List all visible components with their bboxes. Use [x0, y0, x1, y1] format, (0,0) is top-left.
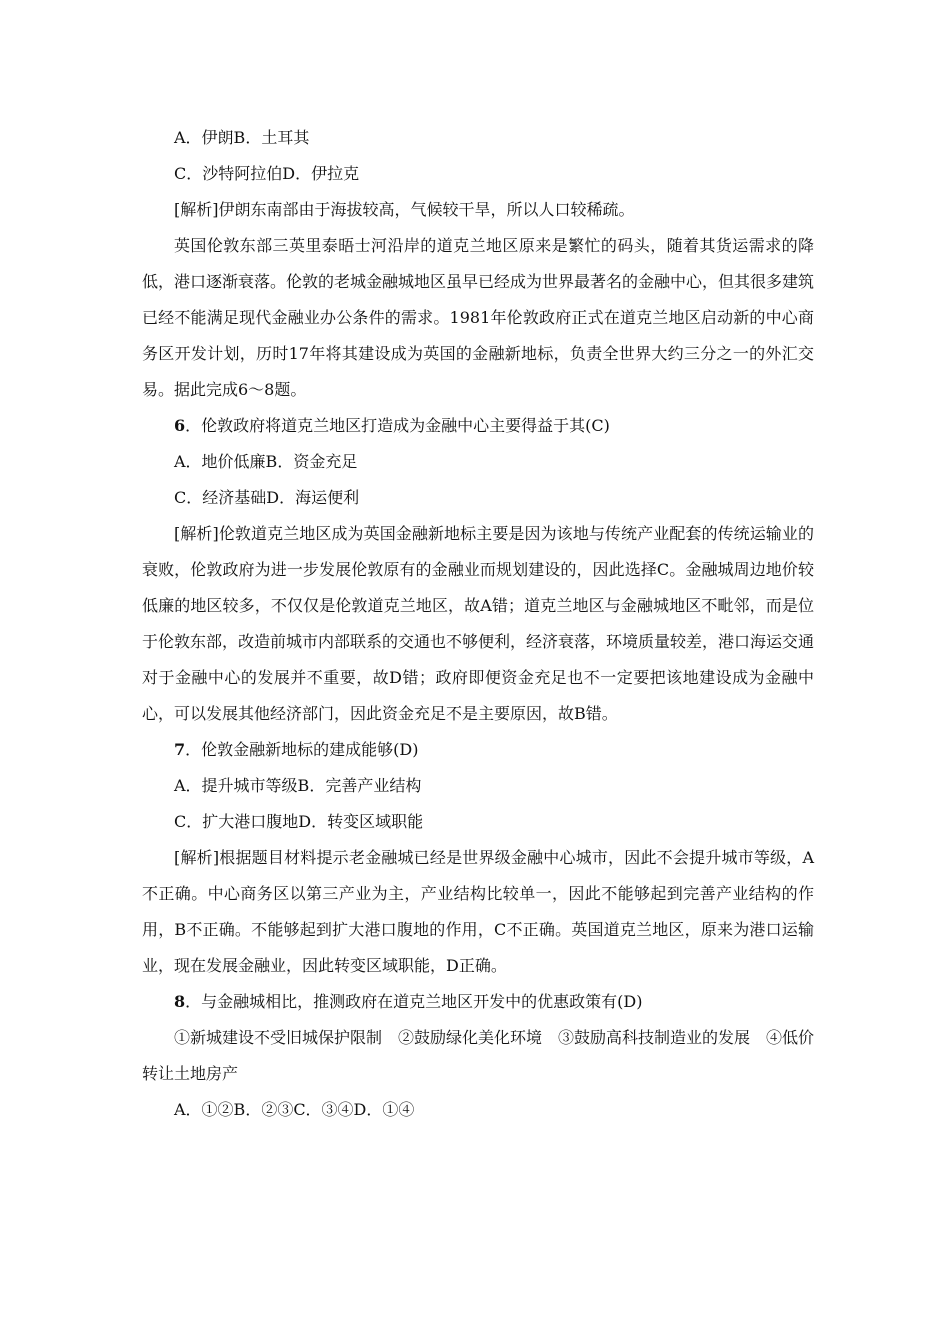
- q7-options-ab: A．提升城市等级B．完善产业结构: [174, 776, 422, 795]
- q8-statements: ①新城建设不受旧城保护限制 ②鼓励绿化美化环境 ③鼓励高科技制造业的发展 ④低价转让土地房产: [142, 1028, 815, 1083]
- q5-options-cd: C．沙特阿拉伯D．伊拉克: [174, 164, 360, 183]
- q8-stem: [142, 984, 814, 1020]
- q5-analysis: [解析]伊朗东南部由于海拔较高，气候较干旱，所以人口较稀疏。: [174, 200, 635, 219]
- q6-stem-text: ．伦敦政府将道克兰地区打造成为金融中心主要得益于其(C): [185, 416, 610, 435]
- q7-stem-text: ．伦敦金融新地标的建成能够(D): [185, 740, 419, 759]
- material-paragraph: 英国伦敦东部三英里泰晤士河沿岸的道克兰地区原来是繁忙的码头，随着其货运需求的降低，港口逐渐衰落。伦敦的老城金融城地区虽早已经成为世界最著名的金融中心，但其很多建筑已经不能满足现代金融业办公条件的需求。1981年伦敦政府正式在道克兰地区启动新的中心商务区开发计划，历时17年将其建设成为英国的金融新地标，负责全世界大约三分之一的外汇交易。据此完成6～8题。: [142, 236, 815, 399]
- q6-stem: [142, 408, 814, 444]
- q8-number: 8: [174, 992, 186, 1011]
- q8-stem-text: ．与金融城相比，推测政府在道克兰地区开发中的优惠政策有(D): [185, 992, 643, 1011]
- document-body: [142, 120, 814, 1128]
- q5-options-ab: A．伊朗B．土耳其: [174, 128, 310, 147]
- q7-number: 7: [174, 740, 186, 759]
- q6-options-cd: C．经济基础D．海运便利: [174, 488, 360, 507]
- q7-options-cd: C．扩大港口腹地D．转变区域职能: [174, 812, 424, 831]
- q7-stem: [142, 732, 814, 768]
- q6-analysis: [解析]伦敦道克兰地区成为英国金融新地标主要是因为该地与传统产业配套的传统运输业的衰败，伦敦政府为进一步发展伦敦原有的金融业而规划建设的，因此选择C。金融城周边地价较低廉的地区较多，不仅仅是伦敦道克兰地区，故A错；道克兰地区与金融城地区不毗邻，而是位于伦敦东部，改造前城市内部联系的交通也不够便利，经济衰落，环境质量较差，港口海运交通对于金融中心的发展并不重要，故D错；政府即便资金充足也不一定要把该地建设成为金融中心，可以发展其他经济部门，因此资金充足不是主要原因，故B错。: [142, 524, 815, 723]
- q8-options: A．①②B．②③C．③④D．①④: [174, 1100, 415, 1119]
- q6-options-ab: A．地价低廉B．资金充足: [174, 452, 358, 471]
- q7-analysis: [解析]根据题目材料提示老金融城已经是世界级金融中心城市，因此不会提升城市等级，A不正确。中心商务区以第三产业为主，产业结构比较单一，因此不能够起到完善产业结构的作用，B不正确。不能够起到扩大港口腹地的作用，C不正确。英国道克兰地区，原来为港口运输业，现在发展金融业，因此转变区域职能，D正确。: [142, 848, 814, 975]
- q6-number: 6: [174, 416, 186, 435]
